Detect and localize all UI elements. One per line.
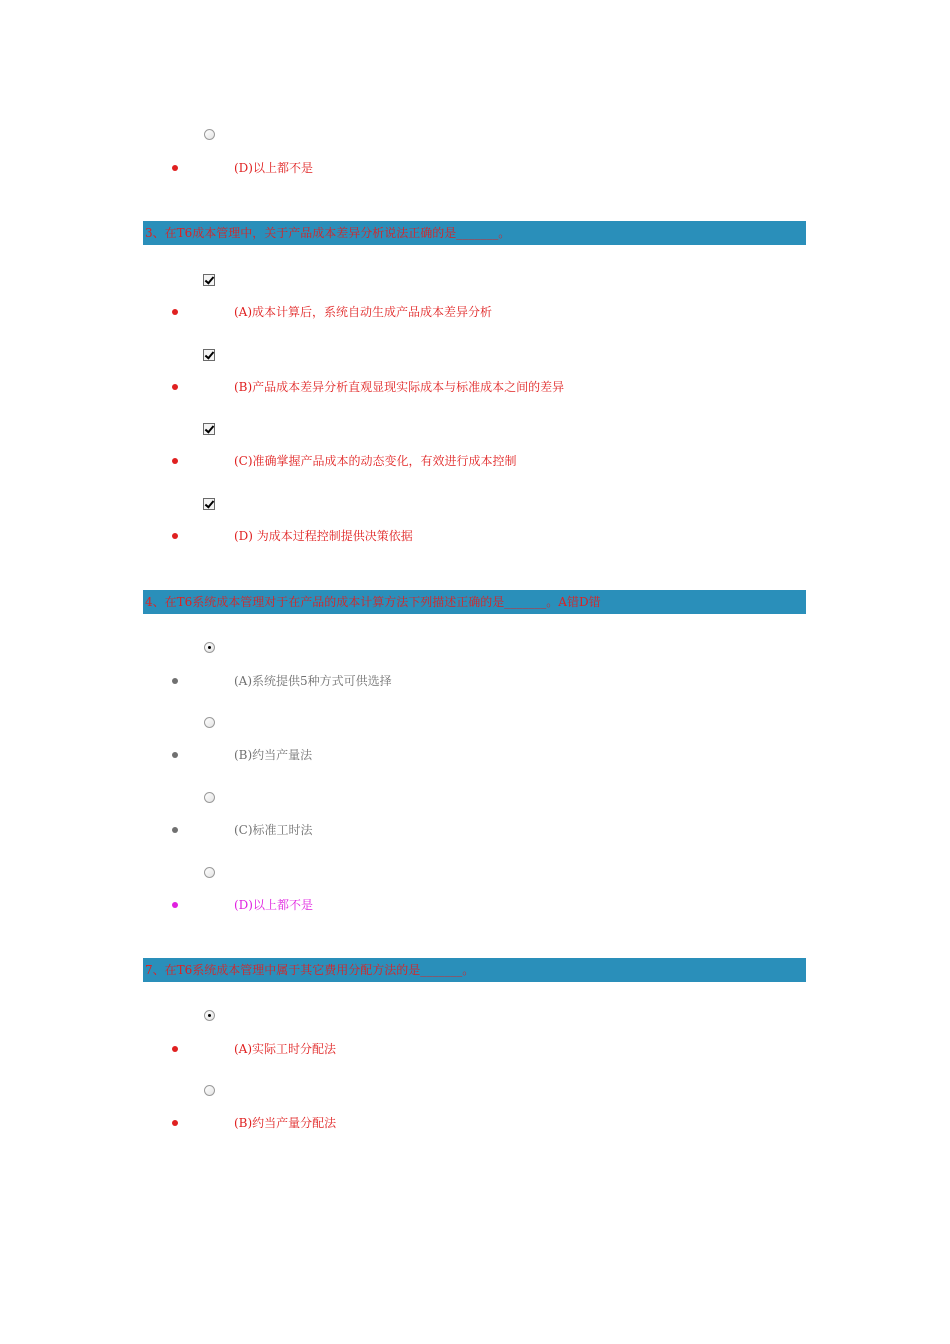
- q3-option-b-label: (B)产品成本差异分析直观显现实际成本与标准成本之间的差异: [234, 380, 565, 394]
- q7-option-a-radio[interactable]: [204, 1010, 215, 1021]
- bullet-dot: [172, 384, 178, 390]
- q3-option-a-label: (A)成本计算后，系统自动生成产品成本差异分析: [234, 305, 493, 319]
- q4-option-b-label: (B)约当产量法: [234, 748, 313, 762]
- q7-option-b-label: (B)约当产量分配法: [234, 1116, 337, 1130]
- bullet-dot: [172, 902, 178, 908]
- bullet-dot: [172, 752, 178, 758]
- bullet-dot: [172, 309, 178, 315]
- option-d-radio[interactable]: [204, 129, 215, 140]
- bullet-dot: [172, 458, 178, 464]
- q4-option-c-radio[interactable]: [204, 792, 215, 803]
- q3-option-b-checkbox[interactable]: [203, 349, 215, 361]
- bullet-dot: [172, 165, 178, 171]
- question-7-title: 7、在T6系统成本管理中属于其它费用分配方法的是_______。: [145, 963, 475, 977]
- bullet-dot: [172, 1120, 178, 1126]
- question-4-header: [143, 590, 806, 614]
- bullet-dot: [172, 827, 178, 833]
- question-3-header: [143, 221, 806, 245]
- q4-option-d-radio[interactable]: [204, 867, 215, 878]
- option-d-label: (D)以上都不是: [234, 161, 313, 175]
- bullet-dot: [172, 678, 178, 684]
- question-7-header: [143, 958, 806, 982]
- question-4-title: 4、在T6系统成本管理对于在产品的成本计算方法下列描述正确的是_______。A错D错: [145, 595, 601, 609]
- q3-option-c-label: (C)准确掌握产品成本的动态变化，有效进行成本控制: [234, 454, 517, 468]
- q7-option-a-label: (A)实际工时分配法: [234, 1042, 337, 1056]
- bullet-dot: [172, 1046, 178, 1052]
- q4-option-c-label: (C)标准工时法: [234, 823, 313, 837]
- q3-option-d-checkbox[interactable]: [203, 498, 215, 510]
- q4-option-a-radio[interactable]: [204, 642, 215, 653]
- q3-option-c-checkbox[interactable]: [203, 423, 215, 435]
- q3-option-a-checkbox[interactable]: [203, 274, 215, 286]
- question-3-title: 3、在T6成本管理中，关于产品成本差异分析说法正确的是_______。: [145, 226, 511, 240]
- q4-option-b-radio[interactable]: [204, 717, 215, 728]
- q4-option-a-label: (A)系统提供5种方式可供选择: [234, 674, 392, 688]
- q3-option-d-label: (D) 为成本过程控制提供决策依据: [234, 529, 413, 543]
- bullet-dot: [172, 533, 178, 539]
- q4-option-d-label: (D)以上都不是: [234, 898, 313, 912]
- q7-option-b-radio[interactable]: [204, 1085, 215, 1096]
